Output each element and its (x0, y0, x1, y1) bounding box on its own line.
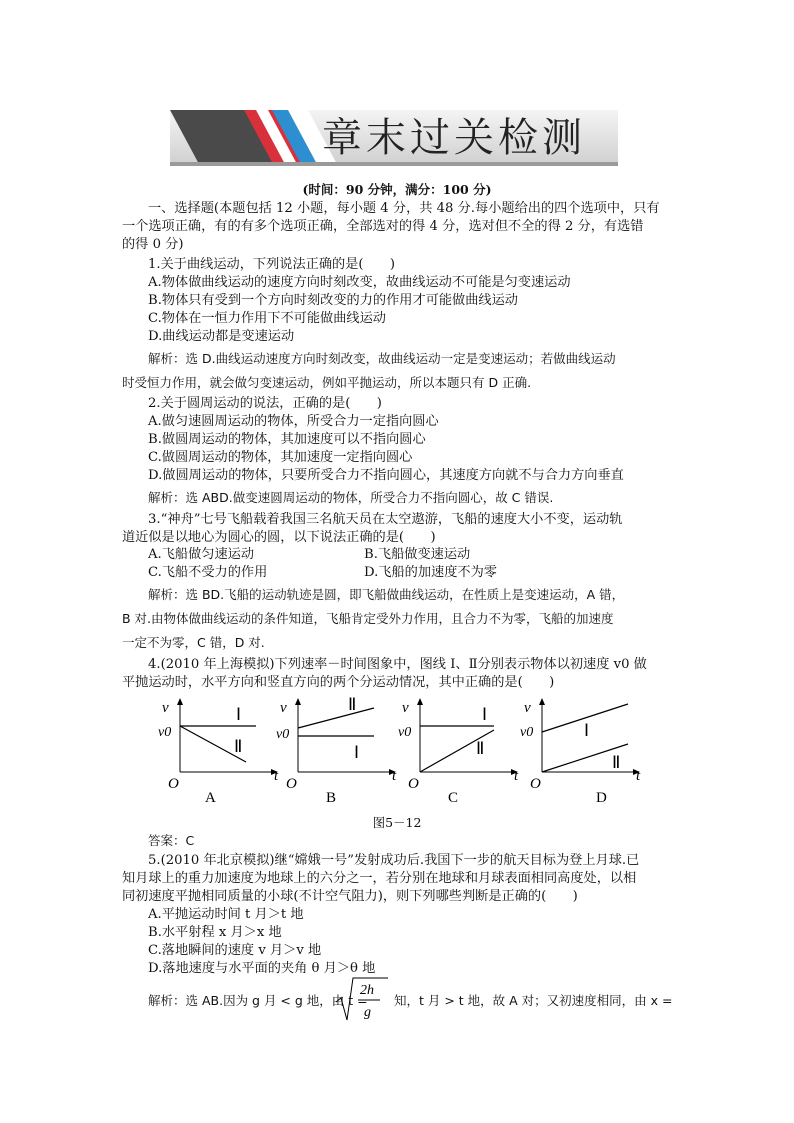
v0-label: v0 (276, 727, 290, 742)
velocity-time-graphs (150, 696, 670, 814)
option: C.落地瞬间的速度 v 月＞v 地 (148, 943, 322, 958)
graph-letter: C (448, 790, 459, 806)
page-title: 章末过关检测 (322, 115, 586, 161)
origin-label: O (408, 776, 419, 792)
option: C.做圆周运动的物体，其加速度一定指向圆心 (148, 450, 413, 465)
solution-line: 知，t 月 > t 地，故 A 对；又初速度相同，由 x = (394, 993, 673, 1008)
axis-t-label: t (636, 768, 641, 784)
option: B.做圆周运动的物体，其加速度可以不指向圆心 (148, 432, 426, 447)
sqrt-formula (334, 976, 390, 1024)
line-label: Ⅰ (236, 705, 242, 724)
option: A.物体做曲线运动的速度方向时刻改变，故曲线运动不可能是匀变速运动 (148, 275, 571, 290)
question-stem: 知月球上的重力加速度为地球上的六分之一，若分别在地球和月球表面相同高度处，以相 (122, 871, 637, 886)
v0-label: v0 (398, 725, 412, 740)
option: D.飞船的加速度不为零 (364, 565, 497, 580)
origin-label: O (168, 776, 179, 792)
line-label: Ⅰ (584, 721, 590, 740)
option: C.物体在一恒力作用下不可能做曲线运动 (148, 311, 386, 326)
graph-c (398, 698, 519, 806)
option: B.物体只有受到一个方向时刻改变的力的作用才可能做曲线运动 (148, 293, 518, 308)
axis-t-label: t (392, 768, 397, 784)
option: D.曲线运动都是变速运动 (148, 329, 295, 344)
axis-v-label: v (280, 700, 287, 716)
solution-line: 解析：选 AB.因为 g 月 < g 地，由 t = (148, 993, 368, 1008)
origin-label: O (530, 776, 541, 792)
solution-line: 解析：选 D.曲线运动速度方向时刻改变，故曲线运动一定是变速运动；若做曲线运动 (148, 351, 616, 366)
solution-line: 解析：选 BD.飞船的运动轨迹是圆，即飞船做曲线运动，在性质上是变速运动，A 错， (148, 587, 625, 602)
intro-line: 一、选择题(本题包括 12 小题，每小题 4 分，共 48 分.每小题给出的四个选项中，只有 (148, 201, 660, 216)
intro-line: 一个选项正确，有的有多个选项正确，全部选对的得 4 分，选对但不全的得 2 分，有选错 (122, 219, 644, 234)
figure-caption: 图5－12 (372, 815, 422, 830)
axis-t-label: t (274, 768, 279, 784)
option: D.落地速度与水平面的夹角 θ 月＞θ 地 (148, 961, 376, 976)
question-stem: 4.(2010 年上海模拟)下列速率－时间图象中，图线 Ⅰ、Ⅱ分别表示物体以初速度 v0 做 (148, 657, 647, 672)
axis-t-label: t (514, 768, 519, 784)
line-label: Ⅰ (482, 705, 488, 724)
formula-denominator: g (364, 1005, 371, 1020)
question-stem: 同初速度平抛相同质量的小球(不计空气阻力)，则下列哪些判断是正确的( ) (122, 889, 578, 904)
option: A.飞船做匀速运动 (148, 547, 255, 562)
graph-letter: A (205, 790, 216, 806)
intro-line: 的得 0 分) (122, 237, 184, 252)
solution-line: B 对.由物体做曲线运动的条件知道，飞船肯定受外力作用，且合力不为零，飞船的加速度 (122, 611, 614, 626)
graph-b (276, 696, 397, 806)
graph-letter: B (326, 790, 337, 806)
line-label: Ⅱ (348, 696, 357, 714)
v0-label: v0 (158, 725, 172, 740)
v0-label: v0 (520, 725, 534, 740)
line-label: Ⅱ (234, 737, 243, 756)
option: D.做圆周运动的物体，只要所受合力不指向圆心，其速度方向就不与合力方向垂直 (148, 468, 624, 483)
axis-v-label: v (162, 700, 169, 716)
option: A.做匀速圆周运动的物体，所受合力一定指向圆心 (148, 414, 439, 429)
question-stem: 平抛运动时，水平方向和竖直方向的两个分运动情况，其中正确的是( ) (122, 675, 555, 690)
graph-a (158, 698, 279, 806)
formula-numerator: 2h (360, 983, 374, 998)
origin-label: O (286, 776, 297, 792)
question-stem: 道近似是以地心为圆心的圆，以下说法正确的是( ) (122, 530, 436, 545)
solution-line: 一定不为零，C 错，D 对. (122, 635, 265, 650)
axis-v-label: v (524, 700, 531, 716)
graph-d (520, 698, 641, 806)
question-stem: 5.(2010 年北京模拟)继“嫦娥一号”发射成功后.我国下一步的航天目标为登上月球.已 (148, 853, 640, 868)
question-stem: 3.“神舟”七号飞船载着我国三名航天员在太空遨游，飞船的速度大小不变，运动轨 (148, 512, 623, 527)
graph-letter: D (596, 790, 607, 806)
option: C.飞船不受力的作用 (148, 565, 268, 580)
question-stem: 2.关于圆周运动的说法，正确的是( ) (148, 396, 382, 411)
option: A.平抛运动时间 t 月＞t 地 (148, 907, 304, 922)
option: B.飞船做变速运动 (364, 547, 471, 562)
line-label: Ⅱ (612, 753, 621, 772)
exam-meta: (时间：90 分钟，满分：100 分) (302, 182, 492, 197)
axis-v-label: v (402, 700, 409, 716)
line-label: Ⅱ (476, 739, 485, 758)
question-stem: 1.关于曲线运动，下列说法正确的是( ) (148, 257, 396, 272)
solution-line: 解析：选 ABD.做变速圆周运动的物体，所受合力不指向圆心，故 C 错误. (148, 490, 554, 505)
answer-line: 答案：C (148, 833, 195, 848)
option: B.水平射程 x 月＞x 地 (148, 925, 282, 940)
line-label: Ⅰ (354, 743, 360, 762)
solution-line: 时受恒力作用，就会做匀变速运动，例如平抛运动，所以本题只有 D 正确. (122, 375, 532, 390)
